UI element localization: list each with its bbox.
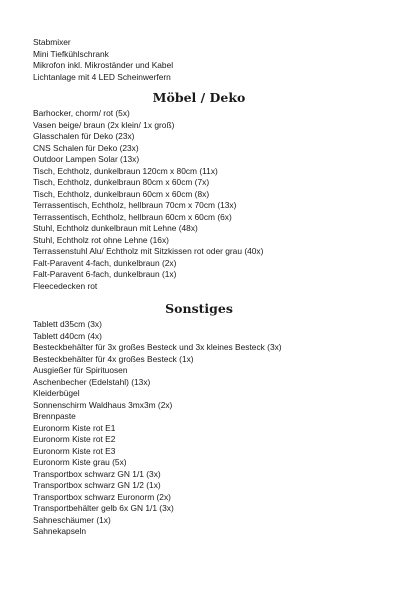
list-item: Euronorm Kiste rot E3 bbox=[33, 445, 116, 456]
list-item: Sahnekapseln bbox=[33, 526, 87, 536]
list-item: Tisch, Echtholz, dunkelbraun 80cm x 60cm (7x) bbox=[33, 177, 210, 187]
list-item: Lichtanlage mit 4 LED Scheinwerfern bbox=[33, 71, 171, 82]
list-item: Tisch, Echtholz, dunkelbraun 60cm x 60cm (8x) bbox=[33, 188, 210, 199]
list-item: Falt-Paravent 4-fach, dunkelbraun (2x) bbox=[33, 257, 177, 268]
section-heading-sonstiges: Sonstiges bbox=[165, 301, 233, 316]
list-item: Tisch, Echtholz, dunkelbraun 120cm x 80cm (11x) bbox=[33, 165, 218, 176]
section-heading-moebel-deko: Möbel / Deko bbox=[152, 90, 246, 105]
document-page bbox=[33, 37, 393, 538]
list-item: Besteckbehälter für 4x großes Besteck (1x) bbox=[33, 353, 194, 364]
list-item: Tablett d35cm (3x) bbox=[33, 319, 102, 329]
moebel-deko-item-list bbox=[33, 108, 393, 292]
list-item: Mini Tiefkühlschrank bbox=[33, 48, 109, 59]
list-item: Transportbehälter gelb 6x GN 1/1 (3x) bbox=[33, 503, 174, 513]
list-item: Ausgießer für Spirituosen bbox=[33, 365, 128, 375]
list-item: Terrassenstuhl Alu/ Echtholz mit Sitzkissen rot oder grau (40x) bbox=[33, 246, 264, 256]
list-item: Outdoor Lampen Solar (13x) bbox=[33, 154, 140, 164]
list-item: Mikrofon inkl. Mikroständer und Kabel bbox=[33, 60, 174, 70]
list-item: Barhocker, chorm/ rot (5x) bbox=[33, 108, 130, 118]
list-item: Fleecedecken rot bbox=[33, 280, 98, 291]
list-item: Glasschalen für Deko (23x) bbox=[33, 131, 135, 141]
list-item: Transportbox schwarz Euronorm (2x) bbox=[33, 491, 171, 502]
list-item: Sahneschäumer (1x) bbox=[33, 514, 111, 525]
list-item: Sonnenschirm Waldhaus 3mx3m (2x) bbox=[33, 399, 173, 410]
list-item: Aschenbecher (Edelstahl) (13x) bbox=[33, 376, 151, 387]
list-item: Vasen beige/ braun (2x klein/ 1x groß) bbox=[33, 119, 175, 130]
list-item: Falt-Paravent 6-fach, dunkelbraun (1x) bbox=[33, 269, 177, 279]
intro-item-list bbox=[33, 37, 393, 83]
list-item: Euronorm Kiste rot E1 bbox=[33, 422, 116, 433]
list-item: Transportbox schwarz GN 1/2 (1x) bbox=[33, 480, 161, 490]
list-item: Terrassentisch, Echtholz, hellbraun 60cm x 60cm (6x) bbox=[33, 211, 232, 222]
list-item: Stuhl, Echtholz rot ohne Lehne (16x) bbox=[33, 234, 169, 245]
list-item: CNS Schalen für Deko (23x) bbox=[33, 142, 139, 153]
sonstiges-item-list bbox=[33, 319, 393, 538]
list-item: Kleiderbügel bbox=[33, 388, 80, 398]
list-item: Besteckbehälter für 3x großes Besteck und 3x kleines Besteck (3x) bbox=[33, 342, 282, 352]
list-item: Euronorm Kiste grau (5x) bbox=[33, 457, 127, 467]
list-item: Tablett d40cm (4x) bbox=[33, 330, 102, 341]
list-item: Stuhl, Echtholz dunkelbraun mit Lehne (48x) bbox=[33, 223, 198, 233]
list-item: Euronorm Kiste rot E2 bbox=[33, 434, 116, 444]
list-item: Transportbox schwarz GN 1/1 (3x) bbox=[33, 468, 161, 479]
list-item: Terrassentisch, Echtholz, hellbraun 70cm x 70cm (13x) bbox=[33, 200, 237, 210]
list-item: Brennpaste bbox=[33, 411, 76, 421]
list-item: Stabmixer bbox=[33, 37, 71, 47]
